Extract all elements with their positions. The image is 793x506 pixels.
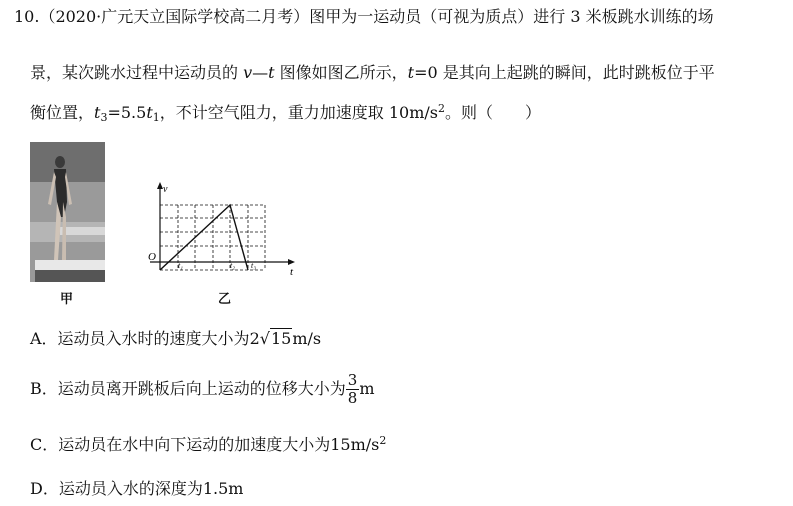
option-d[interactable]: D．运动员入水的深度为1.5m	[30, 479, 244, 498]
vt-graph	[145, 180, 305, 280]
graph-caption: 乙	[218, 292, 232, 307]
t3-label: t₃	[251, 261, 257, 270]
v-axis-label: v	[163, 184, 168, 195]
diver-photo	[30, 142, 105, 282]
option-b[interactable]: B．运动员离开跳板后向上运动的位移大小为 $\frac{3}{8}$ m	[30, 371, 375, 407]
t1-label: t₁	[178, 261, 184, 270]
photo-caption: 甲	[60, 292, 74, 307]
question-line-2: 景，某次跳水过程中运动员的 v—t 图像如图乙所示，t=0 是其向上起跳的瞬间，此时跳板位于平	[30, 63, 715, 82]
sqrt-expression: √15	[259, 329, 292, 348]
t2-label: t₂	[230, 261, 236, 270]
t-axis-label: t	[290, 266, 294, 278]
question-line-1: 10.（2020·广元天立国际学校高二月考）图甲为一运动员（可视为质点）进行 3 米板跳水训练的场	[14, 7, 714, 26]
question-line-3: 衡位置，$t_3=5.5t_1$，不计空气阻力，重力加速度取 $10m/s^2$。则（ ）	[30, 102, 541, 124]
option-a[interactable]: A．运动员入水时的速度大小为2√15m/s	[30, 329, 322, 348]
graph-grid	[160, 205, 265, 270]
fraction: $\frac{3}{8}$	[347, 371, 358, 407]
origin-label: O	[148, 251, 156, 263]
option-c[interactable]: C．运动员在水中向下运动的加速度大小为$15m/s^2$	[30, 434, 387, 454]
t-axis-arrow-icon	[288, 259, 295, 265]
